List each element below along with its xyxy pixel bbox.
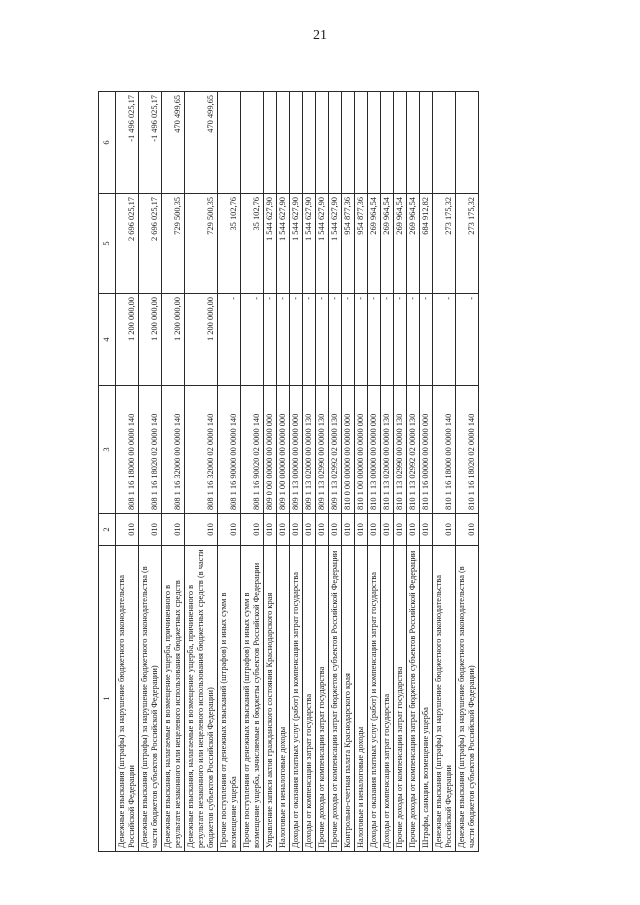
table-row <box>316 92 329 852</box>
row-plan-cell: - <box>277 294 290 386</box>
row-budget-code-cell: 809 1 13 02990 00 0000 130 <box>316 386 329 514</box>
row-plan-cell: - <box>241 294 264 386</box>
row-plan-cell: - <box>329 294 342 386</box>
row-budget-code-cell: 810 1 13 02990 00 0000 130 <box>394 386 407 514</box>
row-unexecuted-cell: -1 496 025,17 <box>139 92 162 194</box>
row-budget-code-cell: 810 1 13 00000 00 0000 000 <box>368 386 381 514</box>
row-name-cell: Денежные взыскания (штрафы) за нарушение бюджетного законодательства (в части бюджетов субъектов Российской Федерации) <box>456 546 479 852</box>
row-name-cell: Денежные взыскания, налагаемые в возмещение ущерба, причиненного в результате незаконного или нецелевого использования бюджетных средств (в части бюджетов субъектов Российской Федерации) <box>185 546 218 852</box>
row-budget-code-cell: 810 1 16 18020 02 0000 140 <box>456 386 479 514</box>
table-row <box>368 92 381 852</box>
table-row <box>241 92 264 852</box>
table-row <box>303 92 316 852</box>
table-body <box>116 92 479 852</box>
row-name-cell: Доходы от оказания платных услуг (работ) и компенсации затрат государства <box>290 546 303 852</box>
row-executed-cell: 273 175,32 <box>456 194 479 294</box>
row-name-cell: Налоговые и неналоговые доходы <box>277 546 290 852</box>
table-area <box>98 92 618 852</box>
row-plan-cell: - <box>433 294 456 386</box>
row-unexecuted-cell <box>456 92 479 194</box>
row-executed-cell: 273 175,32 <box>433 194 456 294</box>
row-executed-cell: 269 964,54 <box>381 194 394 294</box>
row-line-code-cell: 010 <box>290 514 303 546</box>
row-executed-cell: 954 877,36 <box>355 194 368 294</box>
row-name-cell: Прочие доходы от компенсации затрат бюджетов субъектов Российской Федерации <box>407 546 420 852</box>
row-name-cell: Денежные взыскания (штрафы) за нарушение бюджетного законодательства Российской Федерации <box>433 546 456 852</box>
table-row <box>433 92 456 852</box>
row-plan-cell: - <box>456 294 479 386</box>
row-executed-cell: 269 964,54 <box>407 194 420 294</box>
row-unexecuted-cell <box>264 92 277 194</box>
row-executed-cell: 35 102,76 <box>218 194 241 294</box>
row-name-cell: Штрафы, санкции, возмещение ущерба <box>420 546 433 852</box>
row-line-code-cell: 010 <box>433 514 456 546</box>
row-plan-cell: 1 200 000,00 <box>185 294 218 386</box>
table-row <box>185 92 218 852</box>
row-executed-cell: 2 696 025,17 <box>139 194 162 294</box>
row-name-cell: Прочие доходы от компенсации затрат государства <box>316 546 329 852</box>
header-col-1: 1 <box>99 546 116 852</box>
row-plan-cell: - <box>368 294 381 386</box>
row-plan-cell: - <box>303 294 316 386</box>
row-line-code-cell: 010 <box>139 514 162 546</box>
row-name-cell: Управление записи актов гражданского состояния Краснодарского края <box>264 546 277 852</box>
page-number: 21 <box>313 28 327 43</box>
row-unexecuted-cell <box>290 92 303 194</box>
row-line-code-cell: 010 <box>420 514 433 546</box>
header-col-6: 6 <box>99 92 116 194</box>
row-plan-cell: - <box>290 294 303 386</box>
header-col-5: 5 <box>99 194 116 294</box>
row-executed-cell: 1 544 627,90 <box>290 194 303 294</box>
row-executed-cell: 269 964,54 <box>368 194 381 294</box>
row-plan-cell: - <box>342 294 355 386</box>
row-budget-code-cell: 808 1 16 32000 02 0000 140 <box>185 386 218 514</box>
row-plan-cell: - <box>316 294 329 386</box>
row-budget-code-cell: 809 1 13 02000 00 0000 130 <box>303 386 316 514</box>
row-line-code-cell: 010 <box>277 514 290 546</box>
row-unexecuted-cell <box>394 92 407 194</box>
table-row <box>162 92 185 852</box>
row-unexecuted-cell <box>241 92 264 194</box>
row-executed-cell: 684 912,82 <box>420 194 433 294</box>
row-line-code-cell: 010 <box>303 514 316 546</box>
row-unexecuted-cell <box>407 92 420 194</box>
table-row <box>218 92 241 852</box>
header-col-3: 3 <box>99 386 116 514</box>
table-row <box>277 92 290 852</box>
row-executed-cell: 729 500,35 <box>185 194 218 294</box>
table-row <box>407 92 420 852</box>
row-plan-cell: - <box>394 294 407 386</box>
row-unexecuted-cell <box>303 92 316 194</box>
row-plan-cell: - <box>264 294 277 386</box>
row-plan-cell: - <box>407 294 420 386</box>
row-unexecuted-cell: 470 499,65 <box>185 92 218 194</box>
table-row <box>342 92 355 852</box>
row-name-cell: Прочие доходы от компенсации затрат бюджетов субъектов Российской Федерации <box>329 546 342 852</box>
row-unexecuted-cell: 470 499,65 <box>162 92 185 194</box>
table-row <box>456 92 479 852</box>
row-name-cell: Прочие поступления от денежных взысканий (штрафов) и иных сумм в возмещение ущерба <box>218 546 241 852</box>
row-budget-code-cell: 808 1 16 32000 00 0000 140 <box>162 386 185 514</box>
row-budget-code-cell: 810 0 00 00000 00 0000 000 <box>342 386 355 514</box>
header-col-4: 4 <box>99 294 116 386</box>
row-plan-cell: - <box>420 294 433 386</box>
row-plan-cell: 1 200 000,00 <box>139 294 162 386</box>
row-budget-code-cell: 810 1 00 00000 00 0000 000 <box>355 386 368 514</box>
row-plan-cell: - <box>381 294 394 386</box>
row-budget-code-cell: 809 1 13 00000 00 0000 000 <box>290 386 303 514</box>
row-unexecuted-cell <box>368 92 381 194</box>
table-row <box>355 92 368 852</box>
row-line-code-cell: 010 <box>329 514 342 546</box>
row-name-cell: Контрольно-счетная палата Краснодарского края <box>342 546 355 852</box>
row-budget-code-cell: 810 1 16 00000 00 0000 000 <box>420 386 433 514</box>
revenue-table <box>98 91 479 852</box>
table-row <box>329 92 342 852</box>
row-budget-code-cell: 808 1 16 18020 02 0000 140 <box>139 386 162 514</box>
table-row <box>394 92 407 852</box>
row-unexecuted-cell <box>433 92 456 194</box>
row-line-code-cell: 010 <box>218 514 241 546</box>
row-executed-cell: 269 964,54 <box>394 194 407 294</box>
row-budget-code-cell: 809 1 13 02992 02 0000 130 <box>329 386 342 514</box>
row-budget-code-cell: 808 1 16 90020 02 0000 140 <box>241 386 264 514</box>
row-name-cell: Доходы от компенсации затрат государства <box>303 546 316 852</box>
table-row <box>381 92 394 852</box>
row-line-code-cell: 010 <box>185 514 218 546</box>
table-row <box>420 92 433 852</box>
row-unexecuted-cell <box>381 92 394 194</box>
row-plan-cell: 1 200 000,00 <box>162 294 185 386</box>
row-budget-code-cell: 809 1 00 00000 00 0000 000 <box>277 386 290 514</box>
row-name-cell: Денежные взыскания, налагаемые в возмещение ущерба, причиненного в результате незаконного или нецелевого использования бюджетных средств <box>162 546 185 852</box>
row-budget-code-cell: 810 1 16 18000 00 0000 140 <box>433 386 456 514</box>
row-line-code-cell: 010 <box>456 514 479 546</box>
row-name-cell: Доходы от оказания платных услуг (работ) и компенсации затрат государства <box>368 546 381 852</box>
table-row <box>116 92 139 852</box>
row-name-cell: Денежные взыскания (штрафы) за нарушение бюджетного законодательства Российской Федерации <box>116 546 139 852</box>
row-unexecuted-cell <box>277 92 290 194</box>
row-line-code-cell: 010 <box>381 514 394 546</box>
row-executed-cell: 1 544 627,90 <box>264 194 277 294</box>
rotated-table-container <box>98 92 618 852</box>
row-executed-cell: 954 877,36 <box>342 194 355 294</box>
row-unexecuted-cell <box>420 92 433 194</box>
row-line-code-cell: 010 <box>116 514 139 546</box>
table-row <box>290 92 303 852</box>
row-unexecuted-cell <box>329 92 342 194</box>
row-line-code-cell: 010 <box>394 514 407 546</box>
row-line-code-cell: 010 <box>241 514 264 546</box>
row-name-cell: Денежные взыскания (штрафы) за нарушение бюджетного законодательства (в части бюджетов субъектов Российской Федерации) <box>139 546 162 852</box>
row-name-cell: Прочие поступления от денежных взысканий (штрафов) и иных сумм в возмещение ущерба, зачисляемые в бюджеты субъектов Российской Федерации <box>241 546 264 852</box>
row-unexecuted-cell <box>316 92 329 194</box>
row-executed-cell: 1 544 627,90 <box>329 194 342 294</box>
row-unexecuted-cell <box>355 92 368 194</box>
row-executed-cell: 729 500,35 <box>162 194 185 294</box>
row-executed-cell: 1 544 627,90 <box>316 194 329 294</box>
row-executed-cell: 1 544 627,90 <box>303 194 316 294</box>
row-budget-code-cell: 810 1 13 02992 02 0000 130 <box>407 386 420 514</box>
table-header-row <box>99 92 116 852</box>
row-budget-code-cell: 808 1 16 90000 00 0000 140 <box>218 386 241 514</box>
row-name-cell: Налоговые и неналоговые доходы <box>355 546 368 852</box>
row-line-code-cell: 010 <box>316 514 329 546</box>
row-name-cell: Прочие доходы от компенсации затрат государства <box>394 546 407 852</box>
table-row <box>139 92 162 852</box>
row-line-code-cell: 010 <box>368 514 381 546</box>
row-budget-code-cell: 809 0 00 00000 00 0000 000 <box>264 386 277 514</box>
row-line-code-cell: 010 <box>162 514 185 546</box>
row-line-code-cell: 010 <box>264 514 277 546</box>
row-unexecuted-cell: -1 496 025,17 <box>116 92 139 194</box>
row-plan-cell: 1 200 000,00 <box>116 294 139 386</box>
row-unexecuted-cell <box>342 92 355 194</box>
row-executed-cell: 1 544 627,90 <box>277 194 290 294</box>
row-plan-cell: - <box>355 294 368 386</box>
row-budget-code-cell: 808 1 16 18000 00 0000 140 <box>116 386 139 514</box>
row-executed-cell: 2 696 025,17 <box>116 194 139 294</box>
row-plan-cell: - <box>218 294 241 386</box>
row-line-code-cell: 010 <box>342 514 355 546</box>
row-unexecuted-cell <box>218 92 241 194</box>
header-col-2: 2 <box>99 514 116 546</box>
row-line-code-cell: 010 <box>355 514 368 546</box>
row-line-code-cell: 010 <box>407 514 420 546</box>
row-budget-code-cell: 810 1 13 02000 00 0000 130 <box>381 386 394 514</box>
row-name-cell: Доходы от компенсации затрат государства <box>381 546 394 852</box>
row-executed-cell: 35 102,76 <box>241 194 264 294</box>
table-row <box>264 92 277 852</box>
